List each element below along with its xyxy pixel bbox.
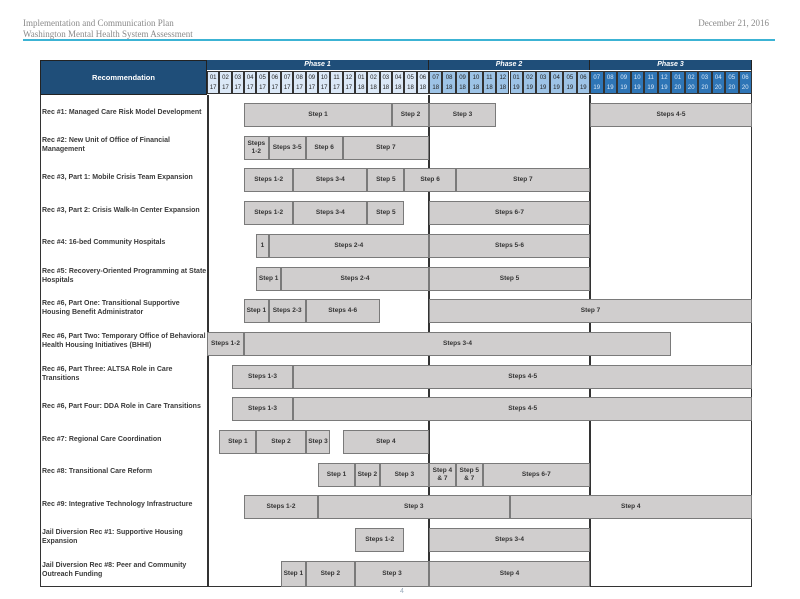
month-label: 02: [222, 75, 229, 81]
gantt-bar: Step 5: [367, 168, 404, 192]
month-header: [631, 71, 645, 94]
gantt-bar: Step 7: [456, 168, 590, 192]
gantt-bar: Step 2: [355, 463, 380, 487]
month-label: 09: [459, 75, 466, 81]
month-label: 08: [296, 75, 303, 81]
row-label: Jail Diversion Rec #8: Peer and Community Outreach Funding: [42, 561, 187, 578]
gantt-bar: Steps 6-7: [483, 463, 590, 487]
year-label: 18: [486, 85, 493, 91]
gantt-bar: Steps 1-2: [244, 201, 293, 225]
month-header: [392, 71, 404, 94]
month-label: 10: [472, 75, 480, 81]
year-label: 18: [382, 85, 390, 91]
year-label: 20: [714, 85, 722, 91]
month-header: [496, 71, 509, 94]
year-label: 17: [222, 85, 229, 91]
month-header: [219, 71, 231, 94]
row-label: Rec #9: Integrative Technology Infrastructure: [42, 500, 193, 508]
month-header: [658, 71, 672, 94]
month-label: 11: [486, 75, 493, 81]
gantt-bar: Steps 2-3: [269, 299, 306, 323]
month-label: 01: [674, 75, 682, 81]
month-header: [380, 71, 392, 94]
month-header: [577, 71, 590, 94]
row-label: Rec #8: Transitional Care Reform: [42, 468, 153, 476]
month-label: 03: [382, 75, 390, 81]
month-label: 03: [701, 75, 709, 81]
month-header: [469, 71, 482, 94]
month-header: [725, 71, 739, 94]
year-label: 19: [620, 85, 628, 91]
year-label: 19: [579, 85, 587, 91]
year-label: 20: [687, 85, 695, 91]
header-title-line2: Washington Mental Health System Assessment: [23, 29, 193, 39]
year-label: 18: [432, 85, 440, 91]
year-label: 18: [419, 85, 427, 91]
year-label: 20: [741, 85, 749, 91]
gantt-bar: Step 6: [404, 168, 456, 192]
month-label: 02: [526, 75, 533, 81]
year-label: 18: [445, 85, 453, 91]
month-header: [207, 71, 219, 94]
gantt-bar: Step 5: [367, 201, 404, 225]
year-label: 20: [674, 85, 682, 91]
month-label: 07: [432, 75, 440, 81]
gantt-bar: Steps 1-2: [207, 332, 244, 356]
month-label: 06: [741, 75, 749, 81]
gantt-bar: Step 2: [256, 430, 305, 454]
year-label: 20: [701, 85, 709, 91]
gantt-bar: Step 1: [318, 463, 355, 487]
month-label: 05: [407, 75, 414, 81]
month-label: 01: [512, 75, 520, 81]
row-label: Rec #5: Recovery-Oriented Programming at State Hospitals: [42, 267, 207, 284]
month-header: [712, 71, 726, 94]
month-label: 02: [370, 75, 377, 81]
gantt-bar: Step 4: [510, 495, 753, 519]
phase-header: Phase 3: [590, 60, 752, 70]
row-label: Rec #7: Regional Care Coordination: [42, 435, 162, 443]
month-header: [256, 71, 268, 94]
gantt-bar: Steps 4-5: [293, 397, 752, 421]
month-header: [281, 71, 293, 94]
month-header: [671, 71, 685, 94]
gantt-bar: Step 7: [343, 136, 429, 160]
month-label: 03: [234, 75, 242, 81]
month-header: [550, 71, 563, 94]
gantt-bar: Step 1: [281, 561, 306, 587]
month-label: 06: [419, 75, 427, 81]
year-label: 19: [660, 85, 668, 91]
gantt-bar: Step 3: [380, 463, 429, 487]
month-label: 12: [499, 75, 507, 81]
year-label: 17: [234, 85, 242, 91]
month-label: 10: [633, 75, 641, 81]
month-header: [739, 71, 753, 94]
month-label: 10: [320, 75, 328, 81]
month-header: [404, 71, 416, 94]
month-label: 12: [660, 75, 668, 81]
month-label: 04: [553, 75, 560, 81]
gantt-bar: Step 1: [219, 430, 256, 454]
gantt-bar: Steps 1-2: [244, 495, 318, 519]
month-label: 11: [333, 75, 340, 81]
gantt-bar: Step 5 & 7: [456, 463, 483, 487]
gantt-bar: Steps 3-4: [429, 528, 590, 552]
gantt-bar: Step 2: [306, 561, 355, 587]
gantt-bar: Step 3: [355, 561, 429, 587]
year-label: 17: [333, 85, 340, 91]
year-label: 17: [296, 85, 303, 91]
month-label: 07: [283, 75, 291, 81]
row-label: Rec #6, Part Four: DDA Role in Care Transitions: [42, 402, 201, 410]
month-label: 09: [620, 75, 628, 81]
year-label: 18: [459, 85, 466, 91]
gantt-bar: Step 1: [244, 103, 392, 127]
year-label: 18: [394, 85, 402, 91]
row-label: Rec #6, Part One: Transitional Supportive Housing Benefit Administrator: [42, 300, 180, 317]
gantt-bar: Steps 3-4: [293, 201, 367, 225]
month-label: 02: [687, 75, 695, 81]
phase-header: Phase 1: [207, 60, 429, 70]
gantt-bar: Steps 3-4: [293, 168, 367, 192]
month-label: 12: [345, 75, 353, 81]
gantt-bar: Steps 4-5: [293, 365, 752, 389]
month-label: 03: [539, 75, 547, 81]
gantt-bar: Steps 5-6: [429, 234, 590, 258]
month-label: 09: [308, 75, 316, 81]
month-header: [442, 71, 455, 94]
header-date: December 21, 2016: [698, 18, 769, 28]
phase-header: Phase 2: [429, 60, 590, 70]
gantt-bar: 1: [256, 234, 268, 258]
month-header: [604, 71, 618, 94]
year-label: 19: [526, 85, 533, 91]
month-label: 04: [246, 75, 254, 81]
gantt-bar: Step 6: [306, 136, 343, 160]
gantt-bar: Steps 1-2: [244, 168, 293, 192]
year-label: 18: [472, 85, 480, 91]
month-header: [343, 71, 355, 94]
year-label: 17: [259, 85, 266, 91]
year-label: 19: [647, 85, 655, 91]
gantt-bar: Steps 4-5: [590, 103, 752, 127]
row-label: Rec #1: Managed Care Risk Model Development: [42, 108, 202, 116]
year-label: 17: [271, 85, 279, 91]
year-label: 17: [320, 85, 328, 91]
month-label: 01: [209, 75, 217, 81]
month-header: [417, 71, 429, 94]
month-header: [330, 71, 342, 94]
gantt-bar: Step 1: [256, 267, 281, 291]
month-header: [355, 71, 367, 94]
month-label: 06: [271, 75, 279, 81]
month-label: 05: [728, 75, 736, 81]
month-label: 06: [579, 75, 587, 81]
month-label: 08: [606, 75, 614, 81]
month-label: 04: [714, 75, 722, 81]
year-label: 17: [308, 85, 316, 91]
gantt-bar: Steps 1-3: [232, 397, 294, 421]
gantt-bar: Steps 2-4: [269, 234, 429, 258]
year-label: 19: [512, 85, 520, 91]
gantt-bar: Steps 1-3: [232, 365, 294, 389]
year-label: 17: [345, 85, 353, 91]
year-label: 19: [633, 85, 641, 91]
gantt-bar: Step 1: [244, 299, 269, 323]
year-label: 18: [370, 85, 377, 91]
gantt-bar: Step 5: [429, 267, 590, 291]
year-label: 18: [407, 85, 414, 91]
year-label: 20: [728, 85, 736, 91]
month-label: 07: [593, 75, 601, 81]
month-header: [244, 71, 256, 94]
month-header: [510, 71, 523, 94]
year-label: 19: [553, 85, 560, 91]
month-header: [563, 71, 576, 94]
month-label: 11: [647, 75, 654, 81]
page-number: 4: [400, 588, 404, 595]
header-title-line1: Implementation and Communication Plan: [23, 18, 174, 28]
row-label: Rec #6, Part Three: ALTSA Role in Care Transitions: [42, 365, 173, 382]
gantt-bar: Steps 6-7: [429, 201, 590, 225]
year-label: 19: [539, 85, 547, 91]
month-header: [306, 71, 318, 94]
month-header: [367, 71, 379, 94]
row-label: Rec #3, Part 1: Mobile Crisis Team Expansion: [42, 173, 193, 181]
year-label: 19: [606, 85, 614, 91]
month-header: [536, 71, 549, 94]
gantt-bar: Steps 3-4: [244, 332, 671, 356]
gantt-bar: Step 3: [306, 430, 331, 454]
row-label: Jail Diversion Rec #1: Supportive Housing Expansion: [42, 529, 183, 546]
gantt-bar: Steps 2-4: [281, 267, 429, 291]
gantt-bar: Steps 1-2: [244, 136, 269, 160]
gantt-bar: Steps 1-2: [355, 528, 404, 552]
row-label: Rec #4: 16-bed Community Hospitals: [42, 239, 166, 247]
gantt-bar: Step 3: [318, 495, 510, 519]
month-header: [293, 71, 305, 94]
gantt-bar: Step 4: [343, 430, 429, 454]
year-label: 17: [209, 85, 217, 91]
month-header: [644, 71, 658, 94]
month-label: 04: [394, 75, 402, 81]
month-header: [685, 71, 699, 94]
row-label: Rec #6, Part Two: Temporary Office of Behavioral Health Housing Initiatives (BHHI): [42, 332, 206, 349]
year-label: 18: [499, 85, 507, 91]
gantt-bar: Steps 3-5: [269, 136, 306, 160]
month-header: [429, 71, 442, 94]
month-header: [318, 71, 330, 94]
year-label: 19: [566, 85, 574, 91]
month-header: [698, 71, 712, 94]
gantt-bar: Step 4: [429, 561, 590, 587]
recommendation-column-header: Recommendation: [40, 60, 207, 95]
month-header: [523, 71, 536, 94]
year-label: 17: [246, 85, 254, 91]
month-header: [483, 71, 496, 94]
gantt-bar: Steps 4-6: [306, 299, 380, 323]
gantt-bar: Step 7: [429, 299, 752, 323]
gantt-bar: Step 3: [429, 103, 496, 127]
month-header: [232, 71, 244, 94]
month-header: [617, 71, 631, 94]
month-header: [456, 71, 469, 94]
header-rule: [23, 39, 775, 41]
month-label: 05: [259, 75, 266, 81]
year-label: 19: [593, 85, 601, 91]
gantt-bar: Step 4 & 7: [429, 463, 456, 487]
row-label: Rec #2: New Unit of Office of Financial Management: [42, 136, 170, 153]
year-label: 17: [283, 85, 291, 91]
month-header: [590, 71, 604, 94]
month-label: 01: [357, 75, 365, 81]
month-label: 05: [566, 75, 574, 81]
month-label: 08: [445, 75, 453, 81]
row-label: Rec #3, Part 2: Crisis Walk-In Center Expansion: [42, 206, 200, 214]
year-label: 18: [357, 85, 365, 91]
month-header: [269, 71, 281, 94]
gantt-bar: Step 2: [392, 103, 429, 127]
